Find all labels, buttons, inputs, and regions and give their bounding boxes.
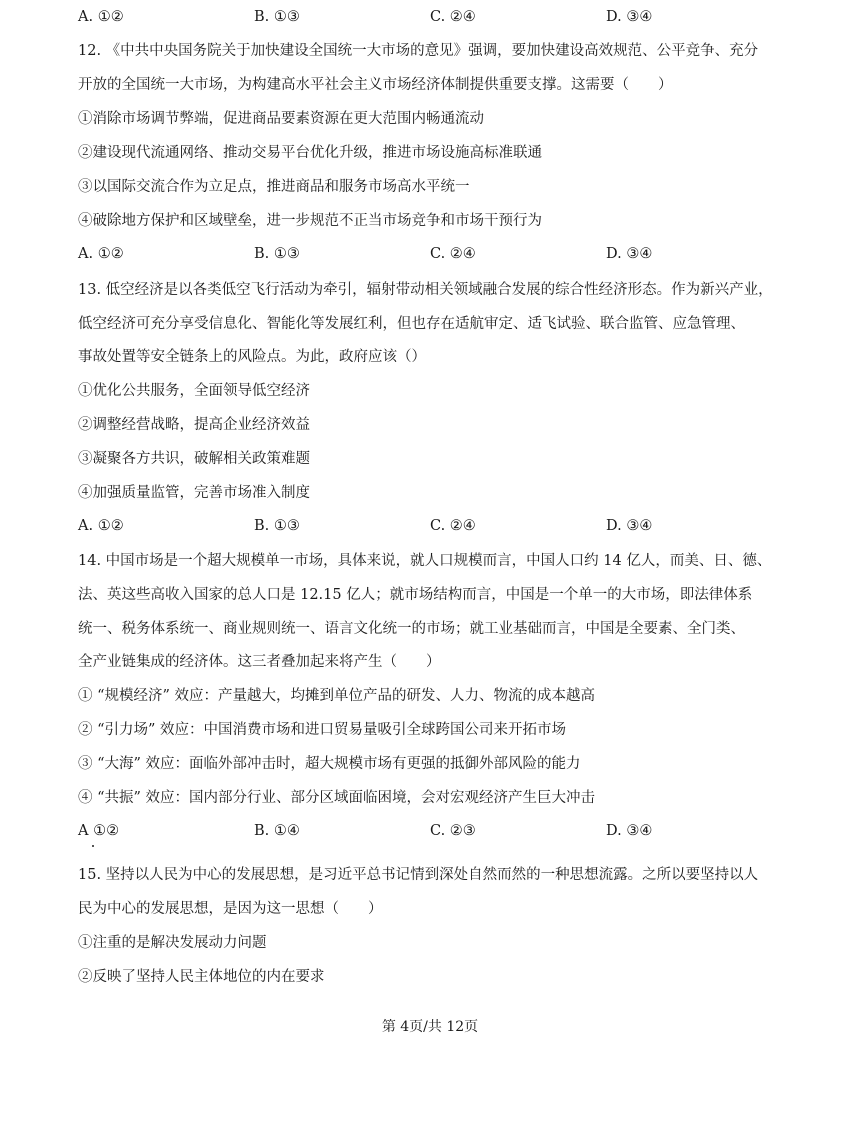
q15-item: ②反映了坚持人民主体地位的内在要求 bbox=[78, 969, 325, 985]
q14-stem-line: 全产业链集成的经济体。这三者叠加起来将产生（ ） bbox=[78, 654, 441, 670]
q14-option-b: B. ①④ bbox=[254, 823, 300, 839]
q15-stem-line: 15. 坚持以人民为中心的发展思想，是习近平总书记情到深处自然而然的一种思想流露。之所以要坚持以人 bbox=[78, 867, 759, 883]
q14-stem-line: 法、英这些高收入国家的总人口是 12.15 亿人；就市场结构而言，中国是一个单一的大市场，即法律体系 bbox=[78, 587, 753, 603]
q13-options bbox=[78, 516, 788, 536]
q12-item: ①消除市场调节弊端，促进商品要素资源在更大范围内畅通流动 bbox=[78, 111, 484, 127]
q11-option-d: D. ③④ bbox=[606, 9, 653, 25]
q13-option-d: D. ③④ bbox=[606, 518, 653, 534]
q13-item: ①优化公共服务，全面领导低空经济 bbox=[78, 383, 310, 399]
q14-item: ① “规模经济” 效应：产量越大，均摊到单位产品的研发、人力、物流的成本越高 bbox=[78, 688, 596, 704]
q11-option-c: C. ②④ bbox=[430, 9, 476, 25]
q12-item: ④破除地方保护和区域壁垒，进一步规范不正当市场竞争和市场干预行为 bbox=[78, 213, 542, 229]
q15-stem-line: 民为中心的发展思想，是因为这一思想（ ） bbox=[78, 901, 383, 917]
q14-option-a: A ①② bbox=[78, 823, 120, 839]
q12-stem-line: 12. 《中共中央国务院关于加快建设全国统一大市场的意见》强调，要加快建设高效规范、公平竞争、充分 bbox=[78, 43, 759, 59]
q13-item: ④加强质量监管，完善市场准入制度 bbox=[78, 485, 310, 501]
q12-item: ②建设现代流通网络、推动交易平台优化升级，推进市场设施高标准联通 bbox=[78, 145, 542, 161]
q12-option-b: B. ①③ bbox=[254, 246, 300, 262]
q13-option-c: C. ②④ bbox=[430, 518, 476, 534]
stray-mark bbox=[92, 845, 94, 847]
q12-item: ③以国际交流合作为立足点，推进商品和服务市场高水平统一 bbox=[78, 179, 470, 195]
q13-stem-line: 低空经济可充分享受信息化、智能化等发展红利，但也存在适航审定、适飞试验、联合监管、应急管理、 bbox=[78, 316, 745, 332]
q14-option-c: C. ②③ bbox=[430, 823, 476, 839]
q15-item: ①注重的是解决发展动力问题 bbox=[78, 935, 267, 951]
q11-option-b: B. ①③ bbox=[254, 9, 300, 25]
page-footer: 第 4页/共 12页 bbox=[381, 1019, 479, 1035]
q12-option-c: C. ②④ bbox=[430, 246, 476, 262]
q14-stem-line: 14. 中国市场是一个超大规模单一市场，具体来说，就人口规模而言，中国人口约 14 亿人，而美、日、德、 bbox=[78, 553, 772, 569]
q13-stem-line: 13. 低空经济是以各类低空飞行活动为牵引，辐射带动相关领域融合发展的综合性经济形态。作为新兴产业， bbox=[78, 282, 773, 298]
q14-item: ③ “大海” 效应：面临外部冲击时，超大规模市场有更强的抵御外部风险的能力 bbox=[78, 756, 581, 772]
q12-options bbox=[78, 244, 788, 264]
q12-option-d: D. ③④ bbox=[606, 246, 653, 262]
q14-options bbox=[78, 821, 788, 841]
q13-option-b: B. ①③ bbox=[254, 518, 300, 534]
q13-item: ③凝聚各方共识，破解相关政策难题 bbox=[78, 451, 310, 467]
q11-option-a: A. ①② bbox=[78, 9, 124, 25]
q14-stem-line: 统一、税务体系统一、商业规则统一、语言文化统一的市场；就工业基础而言，中国是全要素、全门类、 bbox=[78, 621, 745, 637]
q14-item: ② “引力场” 效应：中国消费市场和进口贸易量吸引全球跨国公司来开拓市场 bbox=[78, 722, 567, 738]
q12-stem-line: 开放的全国统一大市场，为构建高水平社会主义市场经济体制提供重要支撑。这需要（ ） bbox=[78, 77, 673, 93]
q11-options bbox=[78, 7, 788, 27]
q13-stem-line: 事故处置等安全链条上的风险点。为此，政府应该（） bbox=[78, 349, 426, 365]
q13-item: ②调整经营战略，提高企业经济效益 bbox=[78, 417, 310, 433]
q14-option-d: D. ③④ bbox=[606, 823, 653, 839]
q13-option-a: A. ①② bbox=[78, 518, 124, 534]
q14-item: ④ “共振” 效应：国内部分行业、部分区域面临困境，会对宏观经济产生巨大冲击 bbox=[78, 790, 596, 806]
q12-option-a: A. ①② bbox=[78, 246, 124, 262]
